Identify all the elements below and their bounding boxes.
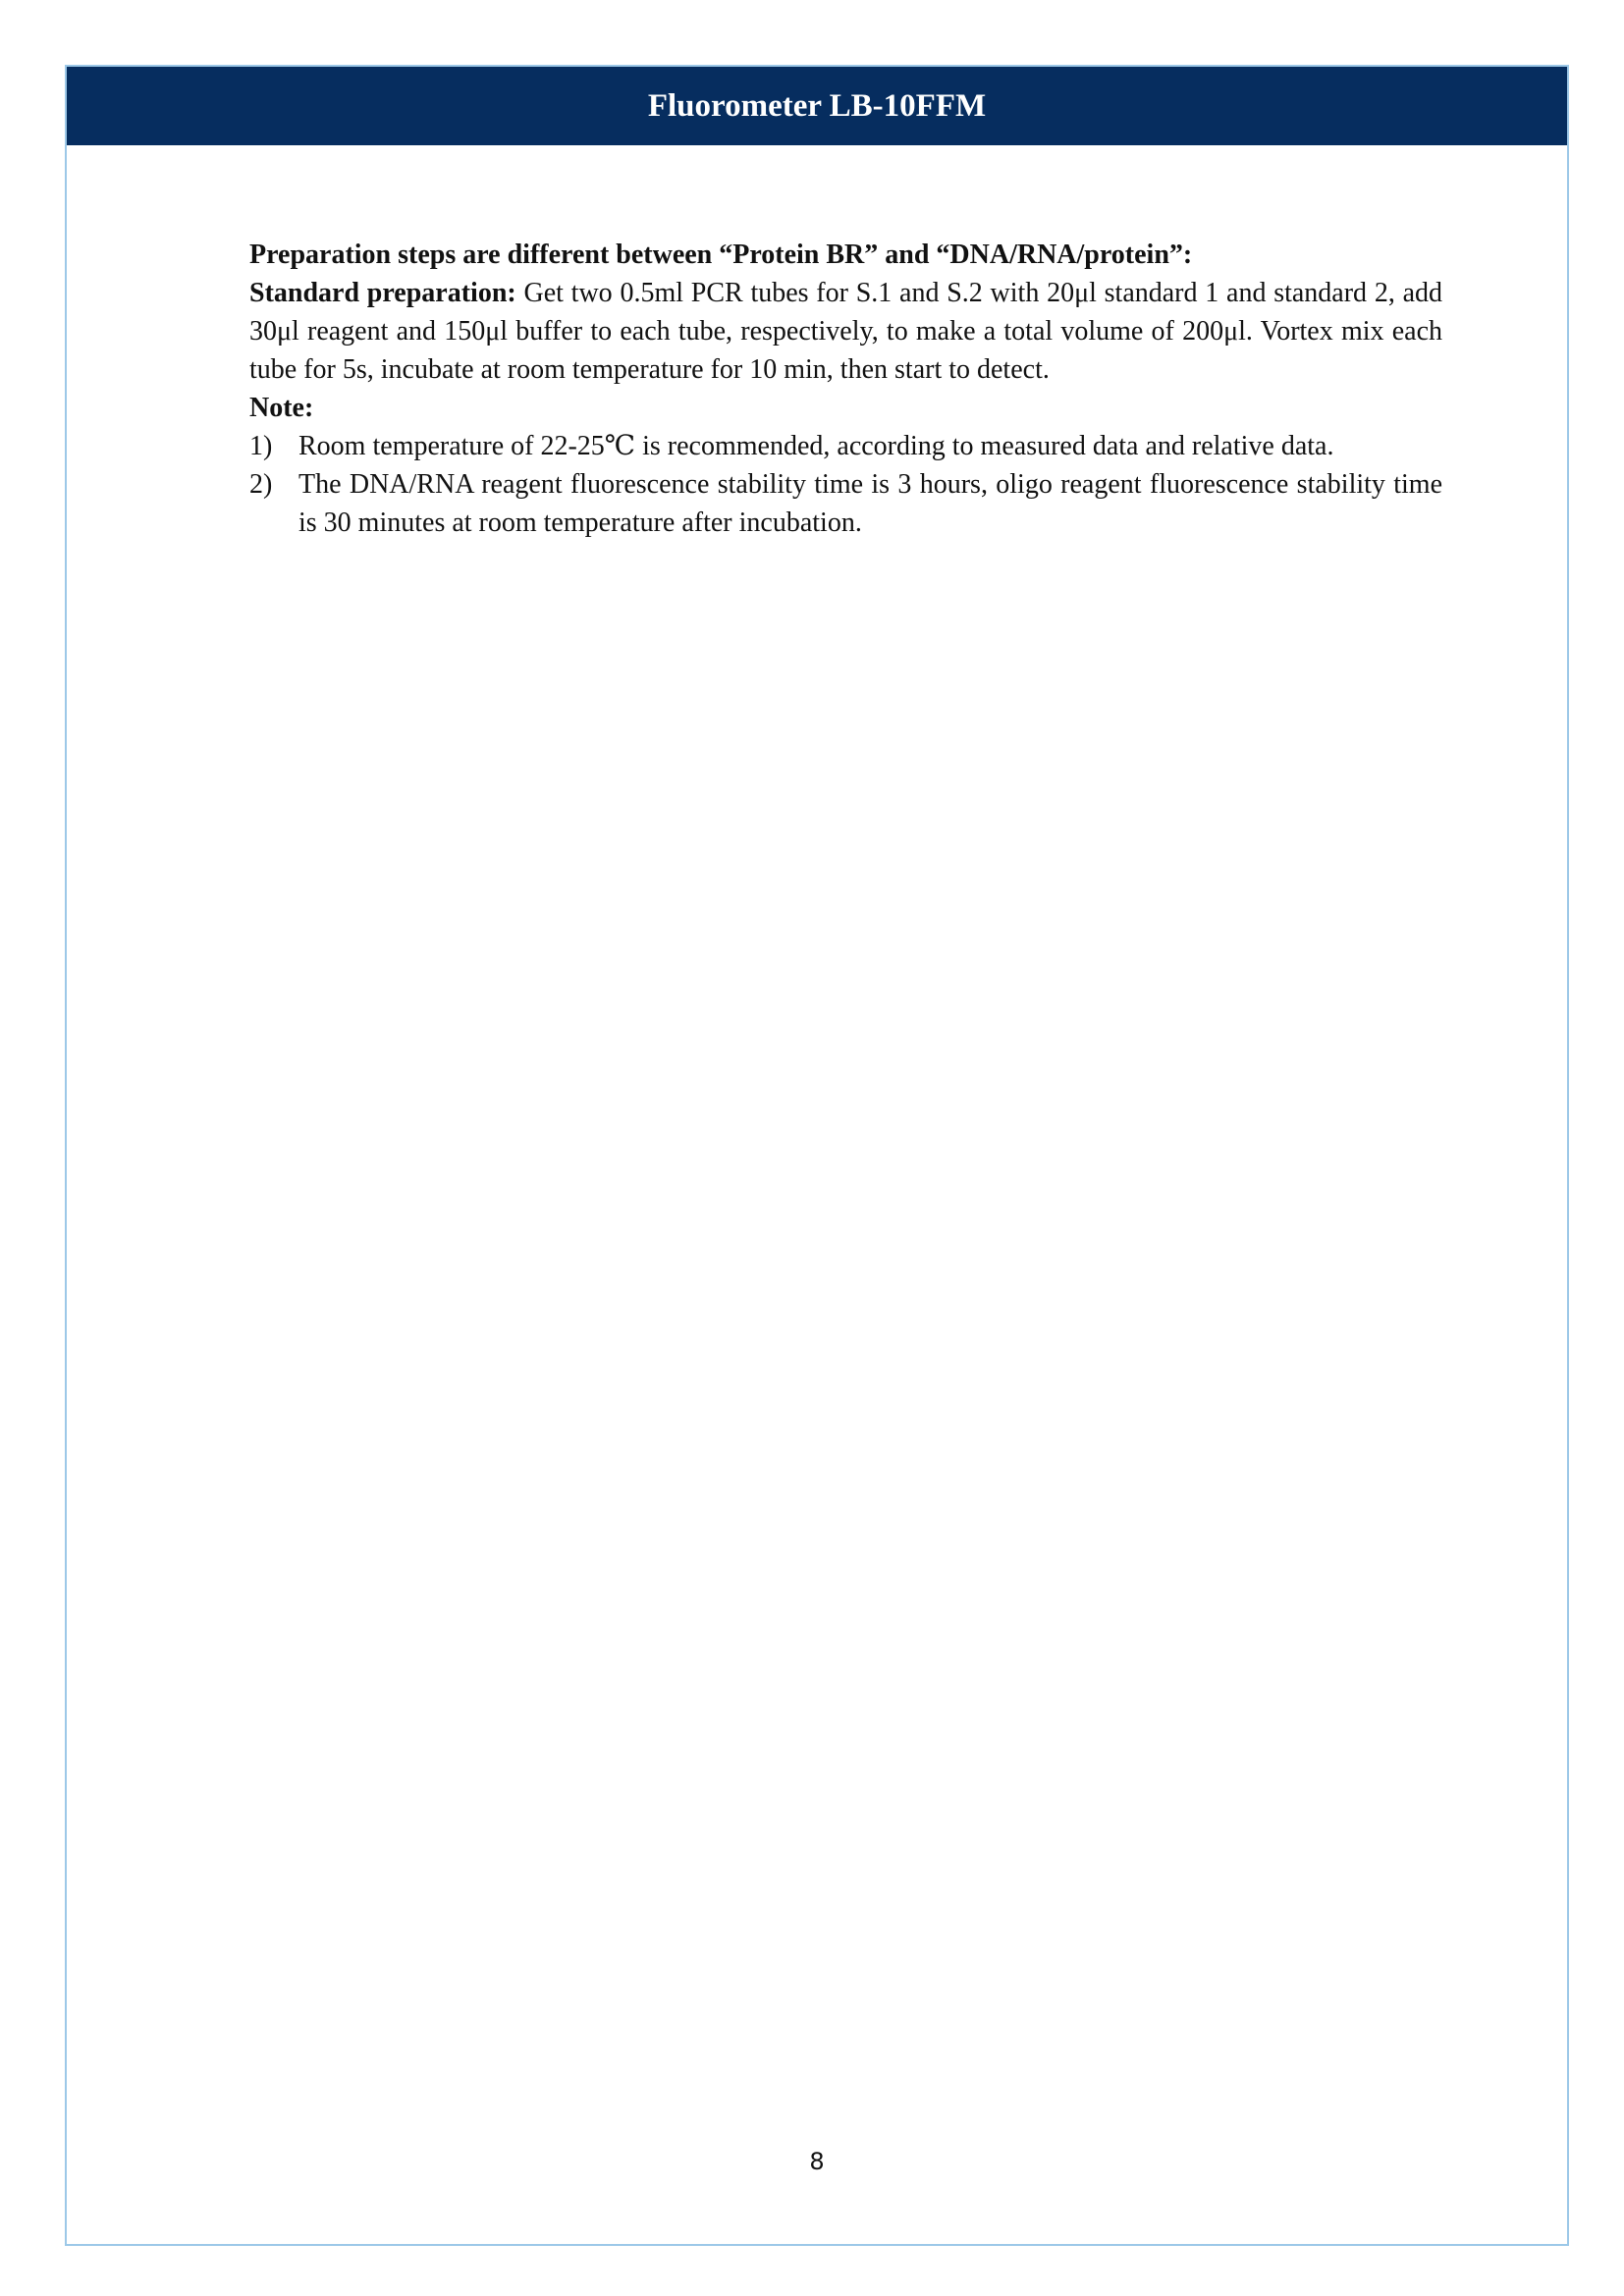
document-header <box>67 67 1567 145</box>
note-item <box>249 465 1442 542</box>
page-number: 8 <box>809 2148 825 2175</box>
section-heading: Preparation steps are different between “Protein BR” and “DNA/RNA/protein”: <box>249 240 1193 270</box>
note-text: The DNA/RNA reagent fluorescence stability time is 3 hours, oligo reagent fluorescence stability time is 30 minutes at room temperature after incubation. <box>298 469 1442 538</box>
standard-preparation-label: Standard preparation: <box>249 278 516 308</box>
document-body <box>249 236 1442 542</box>
page-frame <box>65 65 1569 2246</box>
note-number: 2) <box>249 469 273 500</box>
standard-preparation-text: Get two 0.5ml PCR tubes for S.1 and S.2 with 20μl standard 1 and standard 2, add 30μl reagent and 150μl buffer to each tube, respectively, to make a total volume of 200μl. Vortex mix each tube for 5s, incubate at room temperature for 10 min, then start to detect. <box>249 278 1443 385</box>
note-item <box>249 427 1442 465</box>
standard-preparation-paragraph <box>249 274 1442 389</box>
note-label: Note: <box>249 393 314 423</box>
note-text: Room temperature of 22-25℃ is recommended, according to measured data and relative data. <box>298 431 1334 461</box>
document-title: Fluorometer LB-10FFM <box>647 88 987 124</box>
note-number: 1) <box>249 431 273 461</box>
notes-list <box>249 427 1442 542</box>
